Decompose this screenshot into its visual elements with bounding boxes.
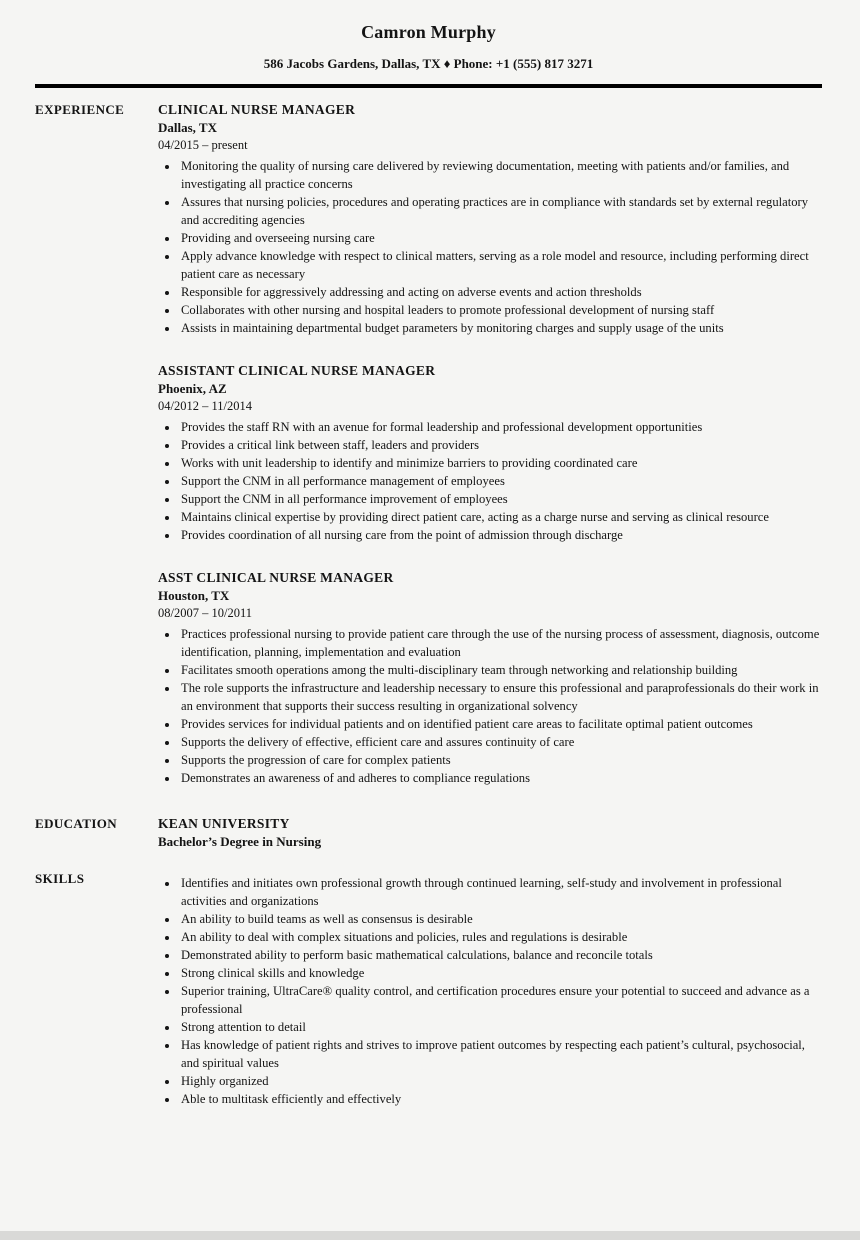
bullet-item: • Collaborates with other nursing and hospital leaders to promote professional development of nursing staff <box>179 301 822 319</box>
bullet-item: • Monitoring the quality of nursing care delivered by reviewing documentation, meeting with patients and/or families, and investigating all practice concerns <box>179 157 822 193</box>
contact-line: 586 Jacobs Gardens, Dallas, TX ♦ Phone: +1 (555) 817 3271 <box>263 56 594 71</box>
experience-section <box>35 101 822 787</box>
bullet-item: • Practices professional nursing to provide patient care through the use of the nursing process of assessment, diagnosis, outcome identification, planning, implementation and evaluation <box>179 625 822 661</box>
section-label-skills: SKILLS <box>35 871 85 886</box>
job-location: Houston, TX <box>158 588 230 603</box>
school-name: KEAN UNIVERSITY <box>158 816 290 831</box>
education-content <box>158 815 822 851</box>
section-label-experience: EXPERIENCE <box>35 102 125 117</box>
bullet-list <box>158 157 822 337</box>
bullet-item: • Works with unit leadership to identify and minimize barriers to providing coordinated care <box>179 454 822 472</box>
bullet-item: • Superior training, UltraCare® quality control, and certification procedures ensure your potential to succeed and advance as a professional <box>179 982 822 1018</box>
bullet-item: • Supports the progression of care for complex patients <box>179 751 822 769</box>
job-entry-1 <box>158 101 822 337</box>
bullet-item: • An ability to build teams as well as consensus is desirable <box>179 910 822 928</box>
skills-content <box>158 870 822 1108</box>
bullet-item: • Provides coordination of all nursing care from the point of admission through discharge <box>179 526 822 544</box>
job-title: CLINICAL NURSE MANAGER <box>158 102 356 117</box>
bullet-item: • Identifies and initiates own professional growth through continued learning, self-study and involvement in professional activities and organizations <box>179 874 822 910</box>
resume-header <box>35 22 822 88</box>
experience-content <box>158 101 822 787</box>
bullet-item: • Provides services for individual patients and on identified patient care areas to facilitate optimal patient outcomes <box>179 715 822 733</box>
bullet-item: • Demonstrates an awareness of and adheres to compliance regulations <box>179 769 822 787</box>
bullet-item: • Strong attention to detail <box>179 1018 822 1036</box>
bullet-item: • Demonstrated ability to perform basic mathematical calculations, balance and reconcile totals <box>179 946 822 964</box>
job-entry-3 <box>158 569 822 787</box>
header-divider <box>35 84 822 88</box>
bullet-item: • Providing and overseeing nursing care <box>179 229 822 247</box>
bullet-item: • An ability to deal with complex situations and policies, rules and regulations is desirable <box>179 928 822 946</box>
bullet-item: • Apply advance knowledge with respect to clinical matters, serving as a role model and resource, including performing direct patient care as necessary <box>179 247 822 283</box>
bullet-item: • Facilitates smooth operations among the multi-disciplinary team through networking and relationship building <box>179 661 822 679</box>
bullet-item: • Highly organized <box>179 1072 822 1090</box>
bullet-item: • Has knowledge of patient rights and strives to improve patient outcomes by respecting each patient’s cultural, psychosocial, and spiritual values <box>179 1036 822 1072</box>
bullet-list <box>158 625 822 787</box>
bullet-item: • Provides a critical link between staff, leaders and providers <box>179 436 822 454</box>
skills-section <box>35 870 822 1108</box>
bullet-item: • Assists in maintaining departmental budget parameters by monitoring charges and supply usage of the units <box>179 319 822 337</box>
bullet-item: • The role supports the infrastructure and leadership necessary to ensure this professional and paraprofessionals do their work in an environment that supports their success resulting in organizational solvency <box>179 679 822 715</box>
bullet-item: • Support the CNM in all performance improvement of employees <box>179 490 822 508</box>
job-location: Dallas, TX <box>158 120 217 135</box>
bullet-item: • Support the CNM in all performance management of employees <box>179 472 822 490</box>
job-dates: 08/2007 – 10/2011 <box>158 606 252 620</box>
bullet-item: • Strong clinical skills and knowledge <box>179 964 822 982</box>
bullet-item: • Provides the staff RN with an avenue for formal leadership and professional development opportunities <box>179 418 822 436</box>
job-dates: 04/2012 – 11/2014 <box>158 399 252 413</box>
education-section <box>35 815 822 851</box>
bullet-item: • Responsible for aggressively addressing and acting on adverse events and action thresholds <box>179 283 822 301</box>
job-dates: 04/2015 – present <box>158 138 248 152</box>
job-entry-2 <box>158 362 822 544</box>
person-name: Camron Murphy <box>361 22 496 42</box>
bullet-list <box>158 874 822 1108</box>
bullet-item: • Maintains clinical expertise by providing direct patient care, acting as a charge nurse and serving as clinical resource <box>179 508 822 526</box>
job-title: ASSISTANT CLINICAL NURSE MANAGER <box>158 363 436 378</box>
job-location: Phoenix, AZ <box>158 381 227 396</box>
degree-name: Bachelor’s Degree in Nursing <box>158 834 322 849</box>
page-bottom-edge <box>0 1231 860 1240</box>
bullet-list <box>158 418 822 544</box>
bullet-item: • Assures that nursing policies, procedures and operating practices are in compliance with standards set by external regulatory and accrediting agencies <box>179 193 822 229</box>
bullet-item: • Able to multitask efficiently and effectively <box>179 1090 822 1108</box>
bullet-item: • Supports the delivery of effective, efficient care and assures continuity of care <box>179 733 822 751</box>
job-title: ASST CLINICAL NURSE MANAGER <box>158 570 394 585</box>
section-label-education: EDUCATION <box>35 816 118 831</box>
